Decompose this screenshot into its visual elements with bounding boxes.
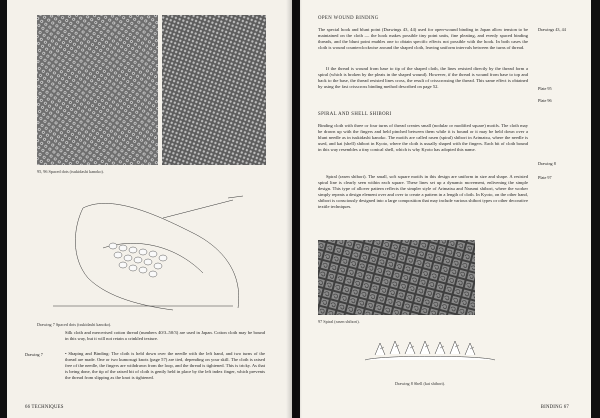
heading-spiral-shell: SPIRAL AND SHELL SHIBORI — [318, 112, 392, 117]
photo-spaced-dots-b — [162, 15, 266, 165]
right-para-4: Spiral (rasen shibori). The small, soft square motifs in this design are uniform in size and shape. A resisted spiral line is clearly seen within each square. These lines set up a dynamic movement, enlivening the simple design. This type of allover pattern reflects the simpler style of Arimatsu and Narumi shibori, where the worker simply repeats a design element over and over to create a pattern in a length of cloth. In Kyoto, on the other hand, shibori is consciously designed into a large composition that may include various shibori types or other decorative textile techniques. — [318, 174, 528, 209]
left-margin-drawing-7: Drawing 7 — [25, 352, 43, 357]
margin-plate-97: Plate 97 — [538, 175, 552, 180]
left-para-2: • Shaping and Binding: The cloth is held down over the needle with the left hand, and two turns of the thread are made. One or two kumosugi knots (page 57) are tied, depending on your skill. The cloth is raised free of the needle, the fingers are withdrawn from the loop, and the thread is tightened. This is tricky. As that is being done, the tip of the raised bit of cloth is gently held in place by the left index finger, which prevents the thread from slipping as the knot is tightened. — [65, 351, 265, 380]
left-para-1: Silk cloth and mercerised cotton thread (numbers 40/3–50/3) are used in Japan. Cotton cloth may be bound in this way, but it will not retain a crinkled texture. — [65, 330, 265, 341]
photo-spiral-rasen — [318, 240, 475, 315]
caption-drawing-8: Drawing 8 Shell (kai shibori). — [395, 381, 446, 386]
photo-texture-spiral — [318, 240, 475, 315]
caption-drawing-7: Drawing 7 Spaced dots (tsukidashi kanoko). — [37, 322, 112, 327]
right-page — [300, 0, 591, 418]
margin-plate-96: Plate 96 — [538, 98, 552, 103]
right-para-1: The special hook and blunt point (Drawings 43, 44) used for open-wound binding in Japan allow tension to be maintained on the cloth — the hook makes possible tiny point units, fine pleating, and evenly spaced binding threads, and the blunt point enables one to obtain specific effects not possible with the hook. In both cases the cloth is wound counterclockwise around the shaped cloth, leaving uniform intervals between the turns of thread. — [318, 27, 528, 50]
heading-open-wound-binding: OPEN WOUND BINDING — [318, 16, 379, 21]
margin-plate-95: Plate 95 — [538, 86, 552, 91]
left-page — [7, 0, 292, 418]
drawing-7-illustration — [43, 188, 263, 318]
photo-texture-b — [162, 15, 266, 165]
margin-drawing-8: Drawing 8 — [538, 161, 556, 166]
caption-photos-95-96: 95, 96 Spaced dots (tsukidashi kanoko). — [37, 169, 104, 174]
drawing-8 — [360, 325, 500, 373]
right-para-2: If the thread is wound from base to tip of the shaped cloth, the lines resisted directly by the thread form a spiral (which is broken by the pleats in the shaped wound). However, if the thread is wound from base to top and back to the base, the thread resisted lines cross, the result of crisscrossing the thread. This same effect is obtained by using the fast crisscross binding method described on page 52. — [318, 66, 528, 89]
margin-drawings-43-44: Drawings 43, 44 — [538, 27, 566, 32]
photo-spaced-dots-a — [37, 15, 158, 165]
book-gutter — [286, 0, 302, 418]
drawing-7 — [43, 188, 263, 318]
right-para-3: Binding cloth with three or four turns of thread creates small (nodular or modified square) motifs. The cloth may be drawn up with the fingers and held pinched between them while it is bound or it may be held down over a blunt needle as in tsukidashi kanoko. The motifs are called rasen (spiral) shibori in Arimatsu, where the needle is used, and kai (shell) shibori in Kyoto, where the cloth is usually shaped with the fingers. Each bit of cloth bound in this way resembles a tiny conical shell, which is why Kyoto has adopted this name. — [318, 123, 528, 152]
caption-photo-97: 97 Spiral (rasen shibori). — [318, 319, 360, 324]
drawing-8-illustration — [360, 325, 500, 373]
right-folio: BINDING 67 — [540, 405, 569, 410]
left-folio: 66 TECHNIQUES — [25, 405, 64, 410]
photo-texture-a — [37, 15, 158, 165]
